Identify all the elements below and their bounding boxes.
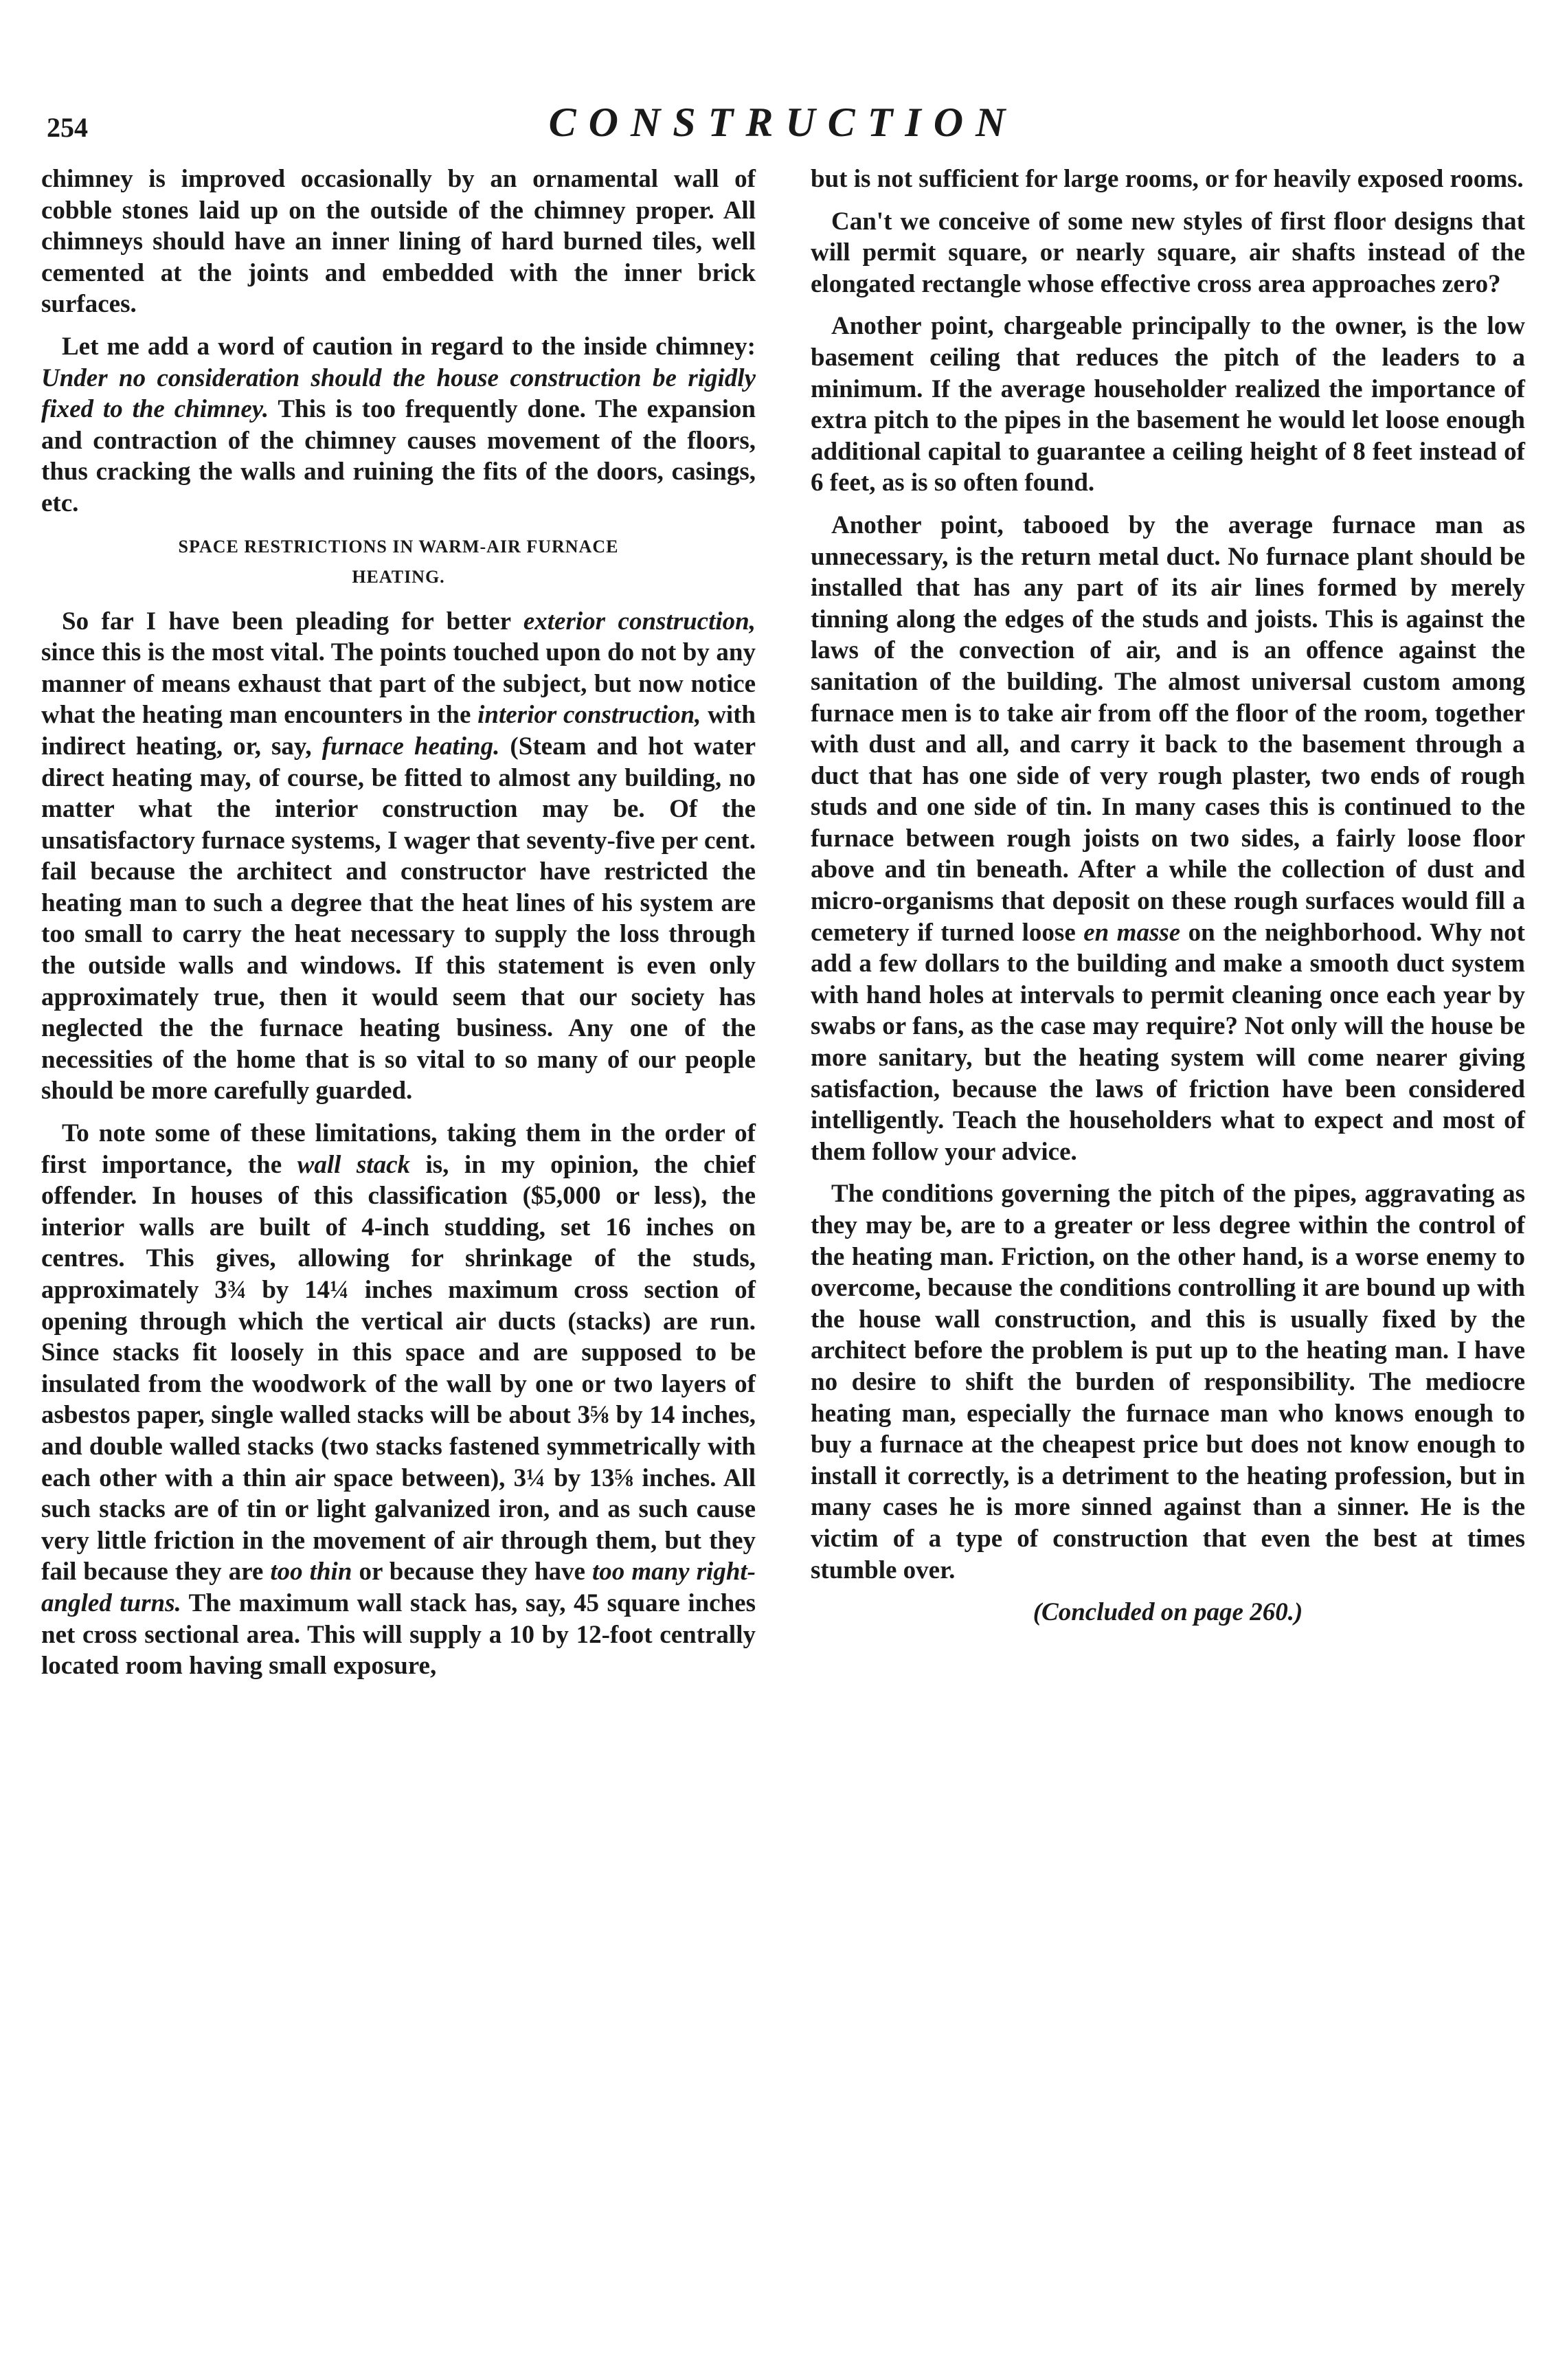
emphasis-text: furnace heating. [322, 732, 500, 761]
paragraph-return-duct [811, 510, 1525, 1167]
section-heading-line-1: SPACE RESTRICTIONS IN WARM-AIR FURNACE [178, 536, 619, 557]
right-column [811, 164, 1525, 1628]
emphasis-text: Under no consideration should the house construction be rigidly fixed to the chimney. [41, 363, 756, 424]
text-run: (Steam and hot water direct heating may, of course, be fitted to almost any building, no matter what the interior construction may be. Of the unsatisfactory furnace systems, I wager that seventy-five per cent. fail because the architect and constructor have restricted the heating man to such a degree that the heat lines of his system are too small to carry the heat necessary to supply the loss through the outside walls and windows. If this statement is even only approximately true, then it would seem that our society has neglected the the furnace heating business. Any one of the necessities of the home that is so vital to so many of our people should be more carefully guarded. [41, 732, 756, 1105]
running-head-title: CONSTRUCTION [548, 100, 1018, 145]
left-column [41, 164, 756, 1693]
text-run: So far I have been pleading for better [62, 607, 523, 636]
text-run: with indirect heating, or, say, [41, 701, 756, 761]
paragraph-chimney-lining: chimney is improved occasionally by an ornamental wall of cobble stones laid up on the outside of the chimney proper. All chimneys should have an inner lining of hard burned tiles, well cemented at the joints and embedded with the inner brick surfaces. [41, 165, 756, 319]
page-header [41, 96, 1525, 158]
text-run: on the neighborhood. Why not add a few dollars to the building and make a smooth duct system with hand holes at intervals to permit cleaning once each year by swabs or fans, as the case may require? Not only will the house be more sanitary, but the heating system will come nearer giving satisfaction, because the laws of friction have been considered intelligently. Teach the householders what to expect and most of them follow your advice. [811, 918, 1525, 1166]
text-run: since this is the most vital. The points touched upon do not by any manner of means exhaust that part of the subject, but now notice what the heating man encounters in the [41, 638, 756, 730]
text-run: Another point, tabooed by the average furnace man as unnecessary, is the return metal duct. No furnace plant should be installed that has any part of its air lines formed by merely tinning along the edges of the studs and joists. This is against the laws of the convection of air, and is an offence against the sanitation of the building. The almost universal custom among furnace men is to take air from off the floor of the room, together with dust and all, and carry it back to the basement through a duct that has one side of very rough plaster, two ends of rough studs and one side of tin. In many cases this is continued to the furnace between rough joists on two sides, a fairly loose floor above and tin beneath. After a while the collection of dust and micro-organisms that deposit on these rough surfaces would fill a cemetery if turned loose [811, 510, 1525, 947]
emphasis-text: exterior construction, [523, 607, 756, 636]
paragraph-basement-ceiling: Another point, chargeable principally to the owner, is the low basement ceiling that reduces the pitch of the leaders to a minimum. If the average householder realized the importance of extra pitch to the pipes in the basement he would let loose enough additional capital to guarantee a ceiling height of 8 feet instead of 6 feet, as is so often found. [811, 312, 1525, 497]
section-heading-line-2: HEATING. [352, 566, 445, 587]
text-run: or because they have [352, 1558, 592, 1586]
text-run: This is too frequently done. The expansion and contraction of the chimney causes movement of the floors, thus cracking the walls and ruining the fits of the doors, casings, etc. [41, 395, 756, 517]
paragraph-chimney-caution [41, 331, 756, 519]
text-run: The maximum wall stack has, say, 45 square inches net cross sectional area. This will supply a 10 by 12-foot centrally located room having small exposure, [41, 1588, 756, 1681]
text-run: To note some of these limitations, taking them in the order of first importance, the [41, 1119, 756, 1179]
continuation-note: (Concluded on page 260.) [1033, 1598, 1303, 1627]
paragraph-exterior-construction [41, 606, 756, 1108]
emphasis-text: too thin [270, 1558, 352, 1586]
emphasis-text: interior construction, [477, 701, 701, 730]
paragraph-wall-stack [41, 1118, 756, 1682]
emphasis-text: wall stack [297, 1150, 410, 1179]
text-run: is, in my opinion, the chief offender. In houses of this classification ($5,000 or less), the interior walls are built of 4-inch studding, set 16 inches on centres. This gives, allowing for shrinkage of the studs, approximately 3¾ by 14¼ inches maximum cross section of opening through which the vertical air ducts (stacks) are run. Since stacks fit loosely in this space and are supposed to be insulated from the woodwork of the wall by one or two layers of asbestos paper, single walled stacks will be about 3⅝ by 14 inches, and double walled stacks (two stacks fastened symmetrically with each other with a thin air space between), 3¼ by 13⅝ inches. All such stacks are of tin or light galvanized iron, and as such cause very little friction in the movement of air through them, but they fail because they are [41, 1150, 756, 1586]
section-heading [41, 532, 756, 592]
emphasis-text: too many right-angled turns. [41, 1558, 756, 1617]
text-run: Let me add a word of caution in regard to the inside chimney: [62, 332, 756, 361]
page-number: 254 [47, 112, 88, 143]
emphasis-text: en masse [1083, 918, 1181, 947]
paragraph-pipe-pitch-friction: The conditions governing the pitch of the pipes, aggravating as they may be, are to a greater or less degree within the control of the heating man. Friction, on the other hand, is a worse enemy to overcome, because the conditions controlling it are bound up with the house wall construction, and this is usually fixed by the architect before the problem is put up to the heating man. I have no desire to shift the burden of responsibility. The mediocre heating man, especially the furnace man who knows enough to buy a furnace at the cheapest price but does not know enough to install it correctly, is a detriment to the heating profession, but in many cases he is more sinned against than a sinner. He is the victim of a type of construction that even the best at times stumble over. [811, 1180, 1525, 1584]
paragraph-floor-designs: Can't we conceive of some new styles of first floor designs that will permit square, or nearly square, air shafts instead of the elongated rectangle whose effective cross area approaches zero? [811, 207, 1525, 298]
paragraph-large-rooms: but is not sufficient for large rooms, or for heavily exposed rooms. [811, 165, 1524, 193]
